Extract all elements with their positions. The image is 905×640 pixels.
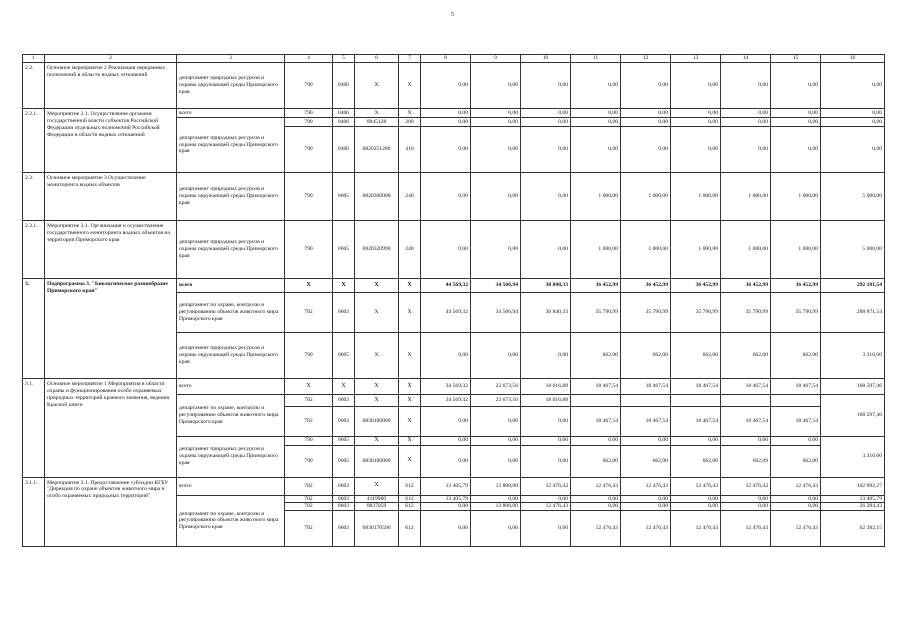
cell: X bbox=[285, 379, 333, 395]
cell: 662,00 bbox=[771, 445, 821, 477]
cell: X bbox=[399, 333, 421, 379]
cell: 36 452,99 bbox=[621, 279, 671, 293]
cell: 0,00 bbox=[421, 437, 471, 446]
cell: X bbox=[355, 109, 399, 118]
cell: 0,00 bbox=[721, 437, 771, 446]
cell: X bbox=[355, 395, 399, 407]
cell: 1 000,00 bbox=[671, 221, 721, 279]
cell: X bbox=[333, 279, 355, 293]
cell: X bbox=[399, 395, 421, 407]
cell: X bbox=[355, 379, 399, 395]
cell: 0,00 bbox=[771, 127, 821, 173]
row-executor: департамент природных ресурсов и охраны окружающей среды Приморского края bbox=[177, 63, 285, 109]
cell: 35 790,99 bbox=[771, 293, 821, 333]
cell: 18 467,54 bbox=[771, 379, 821, 395]
cell: 0,00 bbox=[521, 127, 571, 173]
cell: X bbox=[355, 293, 399, 333]
cell: 5 000,00 bbox=[821, 173, 885, 221]
col-header: 3 bbox=[177, 55, 285, 63]
cell-total-merged: 3 310,00 bbox=[821, 437, 885, 478]
cell: 12 476,43 bbox=[771, 477, 821, 495]
cell: 13 808,00 bbox=[471, 477, 521, 495]
cell: 23 673,56 bbox=[471, 395, 521, 407]
cell bbox=[671, 395, 721, 407]
cell: 0,00 bbox=[521, 118, 571, 127]
cell: 0,00 bbox=[421, 63, 471, 109]
cell: 44 569,32 bbox=[421, 279, 471, 293]
col-header: 15 bbox=[771, 55, 821, 63]
cell: 0,00 bbox=[621, 109, 671, 118]
row-name: Мероприятие 3.1. Предоставление субсидии КГБУ "Дирекция по охране объектов животного мира и особо охраняемых природных территорий" bbox=[45, 477, 177, 547]
row-executor: департамент природных ресурсов и охраны окружающей среды Приморского края bbox=[177, 437, 285, 478]
cell: 0,00 bbox=[671, 109, 721, 118]
cell: 18 016,88 bbox=[521, 395, 571, 407]
row-executor: департамент природных ресурсов и охраны окружающей среды Приморского края bbox=[177, 118, 285, 173]
cell: 0845128 bbox=[355, 118, 399, 127]
cell: 12 476,43 bbox=[671, 477, 721, 495]
cell: 0,00 bbox=[471, 127, 521, 173]
cell: 1 000,00 bbox=[721, 221, 771, 279]
row-executor: департамент по охране, контролю и регулированию объектов животного мира Приморского края bbox=[177, 293, 285, 333]
cell bbox=[721, 395, 771, 407]
cell: 0837059 bbox=[355, 503, 399, 511]
row-name: Подпрограмма 3. "Биологическое разнообразие Приморского края" bbox=[45, 279, 177, 379]
cell: 1 000,00 bbox=[621, 173, 671, 221]
cell: 0603 bbox=[333, 407, 355, 437]
table-row bbox=[23, 477, 885, 495]
cell: 0,00 bbox=[571, 495, 621, 503]
row-code: 3.1.1. bbox=[23, 477, 45, 547]
cell: 662,09 bbox=[721, 445, 771, 477]
row-code: 2.2. bbox=[23, 63, 45, 109]
cell: X bbox=[399, 445, 421, 477]
row-code: 3.1. bbox=[23, 379, 45, 478]
cell: X bbox=[355, 477, 399, 495]
cell: 62 382,15 bbox=[821, 511, 885, 547]
table-row bbox=[23, 109, 885, 118]
cell: 1 000,00 bbox=[771, 221, 821, 279]
cell: 13 405,79 bbox=[421, 477, 471, 495]
cell: 790 bbox=[285, 109, 333, 118]
cell-total-merged: 168 597,46 bbox=[821, 395, 885, 437]
cell: 12 476,43 bbox=[771, 511, 821, 547]
cell: 18 467,54 bbox=[671, 379, 721, 395]
cell: 0605 bbox=[333, 221, 355, 279]
cell: 34 569,32 bbox=[421, 395, 471, 407]
cell: 0,00 bbox=[721, 63, 771, 109]
cell: 18 016,88 bbox=[521, 379, 571, 395]
cell: 12 476,43 bbox=[721, 511, 771, 547]
cell: 0,00 bbox=[471, 511, 521, 547]
cell: 0,00 bbox=[671, 118, 721, 127]
cell: 782 bbox=[285, 503, 333, 511]
cell: 3 310,00 bbox=[821, 333, 885, 379]
cell: 0605 bbox=[333, 437, 355, 446]
cell: 0830170590 bbox=[355, 511, 399, 547]
cell: 13 405,79 bbox=[821, 495, 885, 503]
cell: 0,00 bbox=[521, 511, 571, 547]
cell: 34 569,32 bbox=[421, 379, 471, 395]
cell: 0,00 bbox=[721, 118, 771, 127]
col-header: 7 bbox=[399, 55, 421, 63]
cell: 34 506,94 bbox=[471, 279, 521, 293]
cell: 0,00 bbox=[771, 63, 821, 109]
cell: 0,00 bbox=[521, 109, 571, 118]
col-header: 13 bbox=[671, 55, 721, 63]
cell: 18 467,54 bbox=[621, 407, 671, 437]
cell: 0,00 bbox=[571, 118, 621, 127]
cell: 0,00 bbox=[821, 127, 885, 173]
cell: 0,00 bbox=[521, 63, 571, 109]
col-header: 2 bbox=[45, 55, 177, 63]
cell: 662,00 bbox=[671, 333, 721, 379]
cell: 0,00 bbox=[571, 127, 621, 173]
row-executor: всего bbox=[177, 477, 285, 495]
cell: 12 476,43 bbox=[621, 477, 671, 495]
col-header: 16 bbox=[821, 55, 885, 63]
row-executor: департамент по охране, контролю и регулированию объектов животного мира Приморского края bbox=[177, 495, 285, 547]
cell: 0,00 bbox=[471, 63, 521, 109]
row-code: 2.2.1. bbox=[23, 109, 45, 173]
col-header: 9 bbox=[471, 55, 521, 63]
cell: 0,00 bbox=[621, 495, 671, 503]
table-row bbox=[23, 221, 885, 279]
cell: 23 673,56 bbox=[471, 379, 521, 395]
col-header: 11 bbox=[571, 55, 621, 63]
col-header: 12 bbox=[621, 55, 671, 63]
cell: 0,00 bbox=[521, 221, 571, 279]
row-executor: всего bbox=[177, 109, 285, 118]
cell: 790 bbox=[285, 118, 333, 127]
cell: 612 bbox=[399, 503, 421, 511]
row-executor: департамент природных ресурсов и охраны окружающей среды Приморского края bbox=[177, 173, 285, 221]
budget-table bbox=[22, 54, 885, 547]
cell: X bbox=[399, 293, 421, 333]
cell: 240 bbox=[399, 221, 421, 279]
cell: 790 bbox=[285, 63, 333, 109]
cell: 1 000,00 bbox=[571, 221, 621, 279]
cell: 612 bbox=[399, 495, 421, 503]
col-header: 4 bbox=[285, 55, 333, 63]
cell: 0,00 bbox=[471, 437, 521, 446]
cell: 0,00 bbox=[421, 511, 471, 547]
cell: 612 bbox=[399, 511, 421, 547]
cell: 0,00 bbox=[471, 173, 521, 221]
row-name: Основное мероприятие 1 Мероприятия в области охраны и функционирования особо охраняемых природных территорий краевого значения, ведения Красной книги bbox=[45, 379, 177, 478]
cell: 0,00 bbox=[471, 221, 521, 279]
cell: X bbox=[399, 437, 421, 446]
cell: 0,00 bbox=[621, 503, 671, 511]
cell: 0406 bbox=[333, 109, 355, 118]
cell: 0,00 bbox=[771, 109, 821, 118]
cell: 0,00 bbox=[521, 173, 571, 221]
cell: 102 092,27 bbox=[821, 477, 885, 495]
cell: 0605 bbox=[333, 333, 355, 379]
cell: 0,00 bbox=[671, 495, 721, 503]
cell: 18 467,54 bbox=[771, 407, 821, 437]
row-executor: всего bbox=[177, 379, 285, 395]
cell: X bbox=[399, 63, 421, 109]
cell: X bbox=[355, 333, 399, 379]
row-executor: департамент природных ресурсов и охраны окружающей среды Приморского края bbox=[177, 221, 285, 279]
cell: 0,00 bbox=[771, 118, 821, 127]
cell: X bbox=[399, 407, 421, 437]
cell: X bbox=[399, 279, 421, 293]
cell: 0603 bbox=[333, 293, 355, 333]
cell: 782 bbox=[285, 293, 333, 333]
col-header: 10 bbox=[521, 55, 571, 63]
cell: 0,00 bbox=[471, 118, 521, 127]
cell: 0,00 bbox=[721, 503, 771, 511]
cell: 0,00 bbox=[721, 109, 771, 118]
row-name: Мероприятие 2.1. Осуществление органами государственной власти субъектов Российской Федерации отдельных полномочий Российской Федерации в области водных отношений bbox=[45, 109, 177, 173]
cell: 0406 bbox=[333, 127, 355, 173]
cell: 790 bbox=[285, 127, 333, 173]
cell: 0,00 bbox=[421, 221, 471, 279]
cell: 0,00 bbox=[621, 437, 671, 446]
cell: 0,00 bbox=[471, 333, 521, 379]
cell: 410 bbox=[399, 127, 421, 173]
cell: 0603 bbox=[333, 503, 355, 511]
cell: 0,00 bbox=[521, 495, 571, 503]
row-code: 2.3. bbox=[23, 173, 45, 221]
cell: 0605 bbox=[333, 445, 355, 477]
cell: 790 bbox=[285, 333, 333, 379]
cell: 662,00 bbox=[671, 445, 721, 477]
col-header: 14 bbox=[721, 55, 771, 63]
cell: 1 000,00 bbox=[721, 173, 771, 221]
cell: 36 452,99 bbox=[571, 279, 621, 293]
cell: 292 181,54 bbox=[821, 279, 885, 293]
cell: 0,00 bbox=[571, 109, 621, 118]
cell: 0605 bbox=[333, 173, 355, 221]
cell: 0,00 bbox=[421, 118, 471, 127]
cell: 790 bbox=[285, 445, 333, 477]
column-number-row bbox=[23, 55, 885, 63]
col-header: 8 bbox=[421, 55, 471, 63]
table-row bbox=[23, 173, 885, 221]
col-header: 1 bbox=[23, 55, 45, 63]
cell: 662,00 bbox=[571, 333, 621, 379]
cell: X bbox=[355, 437, 399, 446]
cell: 13 808,00 bbox=[471, 503, 521, 511]
cell: 0,00 bbox=[471, 109, 521, 118]
cell bbox=[571, 395, 621, 407]
row-name: Основное мероприятие 2 Реализация переданных полномочий в области водных отношений bbox=[45, 63, 177, 109]
cell: 30 840,33 bbox=[521, 279, 571, 293]
cell: 1 000,00 bbox=[571, 173, 621, 221]
cell: 0820320990 bbox=[355, 221, 399, 279]
cell: 0603 bbox=[333, 495, 355, 503]
cell: 18 467,54 bbox=[721, 407, 771, 437]
cell: X bbox=[399, 109, 421, 118]
cell: 0406 bbox=[333, 118, 355, 127]
cell: 12 476,43 bbox=[671, 511, 721, 547]
cell: 288 871,54 bbox=[821, 293, 885, 333]
cell: 1 000,00 bbox=[621, 221, 671, 279]
table-row bbox=[23, 63, 885, 109]
row-executor: департамент природных ресурсов и охраны окружающей среды Приморского края bbox=[177, 333, 285, 379]
cell: 0,00 bbox=[821, 109, 885, 118]
cell: 662,00 bbox=[621, 333, 671, 379]
cell: 790 bbox=[285, 221, 333, 279]
cell: 782 bbox=[285, 511, 333, 547]
cell: 36 452,99 bbox=[671, 279, 721, 293]
row-executor: всего bbox=[177, 279, 285, 293]
cell: 0,00 bbox=[421, 127, 471, 173]
cell: 34 506,94 bbox=[471, 293, 521, 333]
cell: 18 467,54 bbox=[571, 407, 621, 437]
cell: X bbox=[285, 279, 333, 293]
cell: 0,00 bbox=[521, 407, 571, 437]
cell: 662,00 bbox=[621, 445, 671, 477]
cell: 0820300000 bbox=[355, 173, 399, 221]
cell: 0,00 bbox=[821, 118, 885, 127]
cell: 0,00 bbox=[621, 127, 671, 173]
cell: 0,00 bbox=[521, 333, 571, 379]
cell: 12 476,43 bbox=[571, 477, 621, 495]
cell: 5 000,00 bbox=[821, 221, 885, 279]
cell: X bbox=[333, 379, 355, 395]
cell: 782 bbox=[285, 495, 333, 503]
cell: 0,00 bbox=[771, 437, 821, 446]
col-header: 6 bbox=[355, 55, 399, 63]
cell: 18 467,54 bbox=[671, 407, 721, 437]
cell: 18 467,54 bbox=[571, 379, 621, 395]
cell: 662,00 bbox=[571, 445, 621, 477]
cell: 782 bbox=[285, 477, 333, 495]
cell: 240 bbox=[399, 173, 421, 221]
cell: 12 476,43 bbox=[521, 477, 571, 495]
cell: 0603 bbox=[333, 477, 355, 495]
cell: 0,00 bbox=[671, 437, 721, 446]
cell: 0,00 bbox=[621, 63, 671, 109]
cell: 35 790,99 bbox=[621, 293, 671, 333]
cell: 0,00 bbox=[571, 437, 621, 446]
cell: 35 790,99 bbox=[571, 293, 621, 333]
cell: X bbox=[355, 279, 399, 293]
cell: 0820251280 bbox=[355, 127, 399, 173]
cell: 662,00 bbox=[721, 333, 771, 379]
cell: 35 790,99 bbox=[721, 293, 771, 333]
cell: 200 bbox=[399, 118, 421, 127]
cell: 0,00 bbox=[421, 407, 471, 437]
cell: 0,00 bbox=[471, 445, 521, 477]
cell: 4119900 bbox=[355, 495, 399, 503]
cell: 0,00 bbox=[621, 118, 671, 127]
cell: 12 476,43 bbox=[721, 477, 771, 495]
cell: 612 bbox=[399, 477, 421, 495]
cell: 0,00 bbox=[521, 437, 571, 446]
cell: 0,00 bbox=[821, 63, 885, 109]
cell: 18 467,54 bbox=[721, 379, 771, 395]
cell: 0,00 bbox=[421, 503, 471, 511]
cell: 26 284,43 bbox=[821, 503, 885, 511]
cell: 0,00 bbox=[571, 63, 621, 109]
cell: 36 452,99 bbox=[721, 279, 771, 293]
row-code: 2.3.1. bbox=[23, 221, 45, 279]
cell: 13 405,79 bbox=[421, 495, 471, 503]
cell: 790 bbox=[285, 437, 333, 446]
cell: 0,00 bbox=[521, 445, 571, 477]
row-executor: департамент по охране, контролю и регулированию объектов животного мира Приморского края bbox=[177, 395, 285, 437]
col-header: 5 bbox=[333, 55, 355, 63]
cell: 44 569,32 bbox=[421, 293, 471, 333]
cell: 12 476,43 bbox=[621, 511, 671, 547]
cell: 662,00 bbox=[771, 333, 821, 379]
cell bbox=[621, 395, 671, 407]
cell: 782 bbox=[285, 395, 333, 407]
cell: 0,00 bbox=[721, 127, 771, 173]
cell: 168 597,46 bbox=[821, 379, 885, 395]
cell: 1 000,00 bbox=[771, 173, 821, 221]
cell: 36 452,99 bbox=[771, 279, 821, 293]
cell: 35 790,99 bbox=[671, 293, 721, 333]
cell: 0,00 bbox=[421, 173, 471, 221]
cell: X bbox=[399, 379, 421, 395]
row-code: 3. bbox=[23, 279, 45, 379]
cell: 0830100000 bbox=[355, 407, 399, 437]
row-name: Основное мероприятие 3 Осуществление мониторинга водных объектов bbox=[45, 173, 177, 221]
table-row bbox=[23, 379, 885, 395]
cell: 0830100000 bbox=[355, 445, 399, 477]
table-row bbox=[23, 279, 885, 293]
cell: 0,00 bbox=[671, 503, 721, 511]
cell: 12 476,43 bbox=[521, 503, 571, 511]
cell: 0,00 bbox=[421, 445, 471, 477]
cell: 18 467,54 bbox=[621, 379, 671, 395]
cell: X bbox=[355, 63, 399, 109]
cell: 0603 bbox=[333, 395, 355, 407]
cell: 0,00 bbox=[721, 495, 771, 503]
cell: 0,00 bbox=[671, 127, 721, 173]
row-name: Мероприятие 3.1. Организация и осуществление государственного мониторинга водных объектов на территории Приморского края bbox=[45, 221, 177, 279]
cell: 0,00 bbox=[571, 503, 621, 511]
cell: 0406 bbox=[333, 63, 355, 109]
page-number: 5 bbox=[451, 12, 454, 18]
cell bbox=[771, 395, 821, 407]
cell: 782 bbox=[285, 407, 333, 437]
cell: 0,00 bbox=[421, 109, 471, 118]
cell: 1 000,00 bbox=[671, 173, 721, 221]
cell: 0,00 bbox=[671, 63, 721, 109]
cell: 0,00 bbox=[471, 407, 521, 437]
cell: 0,00 bbox=[421, 333, 471, 379]
cell: 0,00 bbox=[471, 495, 521, 503]
cell: 0,00 bbox=[771, 503, 821, 511]
cell: 30 840,33 bbox=[521, 293, 571, 333]
cell: 0,00 bbox=[771, 495, 821, 503]
cell: 790 bbox=[285, 173, 333, 221]
cell: 12 476,43 bbox=[571, 511, 621, 547]
cell: 0603 bbox=[333, 511, 355, 547]
